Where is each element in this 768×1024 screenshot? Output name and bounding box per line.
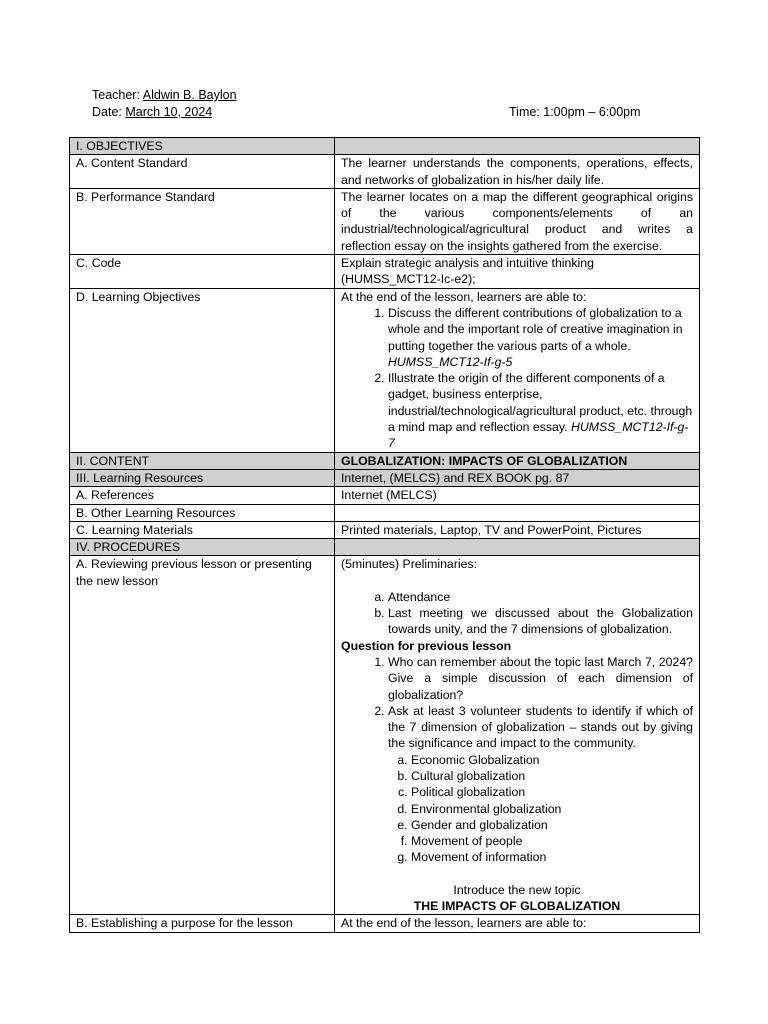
- time-value: Time: 1:00pm – 6:00pm: [509, 104, 641, 119]
- content-standard-label: A. Content Standard: [70, 155, 335, 189]
- table-row: [70, 521, 700, 538]
- references-text: Internet (MELCS): [335, 487, 700, 504]
- spacer: [341, 573, 693, 589]
- teacher-name: Aldwin B. Baylon: [142, 88, 237, 102]
- questions-list: [341, 654, 693, 866]
- table-row: [70, 155, 700, 189]
- lo-item1-text: Discuss the different contributions of globalization to a whole and the important role of creative imagination in putting together the various parts of a whole.: [388, 305, 683, 353]
- list-item: [388, 305, 693, 370]
- learning-objectives-list: [341, 305, 693, 452]
- list-item: b. Cultural globalization: [411, 768, 693, 784]
- list-item: a. Attendance: [388, 589, 693, 605]
- date-label: Date:: [92, 104, 122, 119]
- preliminaries-list: [341, 589, 693, 638]
- learning-resources-label: III. Learning Resources: [70, 469, 335, 486]
- performance-standard-label: B. Performance Standard: [70, 188, 335, 254]
- performance-standard-text: The learner locates on a map the different geographical origins of the various components/elements of an industrial/technological/agricultural product and writes a reflection essay on the insights gathered from the exercise.: [335, 188, 700, 254]
- table-row: [70, 504, 700, 521]
- table-row: [70, 539, 700, 556]
- question-heading: Question for previous lesson: [341, 638, 512, 653]
- section-procedures-empty: [335, 539, 700, 556]
- learning-materials-text: Printed materials, Laptop, TV and PowerPoint, Pictures: [335, 521, 700, 538]
- reviewing-label: A. Reviewing previous lesson or presenting the new lesson: [70, 556, 335, 915]
- learning-objectives-intro: At the end of the lesson, learners are able to:: [341, 289, 587, 304]
- dimensions-list: [388, 752, 693, 866]
- other-resources-empty: [335, 504, 700, 521]
- question-2-text: 2. Ask at least 3 volunteer students to identify if which of the 7 dimension of globalization – stands out by giving the significance and impact to the community.: [388, 703, 693, 751]
- list-item: f. Movement of people: [411, 833, 693, 849]
- list-item: 1. Who can remember about the topic last March 7, 2024? Give a simple discussion of each dimension of globalization?: [388, 654, 693, 703]
- content-standard-text: The learner understands the components, operations, effects, and networks of globalization in his/her daily life.: [335, 155, 700, 189]
- preliminaries-text: (5minutes) Preliminaries:: [341, 557, 477, 572]
- list-item: g. Movement of information: [411, 849, 693, 865]
- learning-objectives-cell: [335, 288, 700, 452]
- purpose-text: At the end of the lesson, learners are able to:: [335, 915, 700, 932]
- code-label: C. Code: [70, 255, 335, 289]
- list-item: d. Environmental globalization: [411, 801, 693, 817]
- new-topic-title: THE IMPACTS OF GLOBALIZATION: [413, 899, 621, 914]
- table-row: [70, 469, 700, 486]
- spacer: [341, 866, 693, 882]
- list-item: b. Last meeting we discussed about the Globalization towards unity, and the 7 dimensions of globalization.: [388, 605, 693, 638]
- lo-item1-code: HUMSS_MCT12-If-g-5: [388, 354, 513, 369]
- learning-materials-label: C. Learning Materials: [70, 521, 335, 538]
- list-item: c. Political globalization: [411, 784, 693, 800]
- reviewing-cell: [335, 556, 700, 915]
- table-row: [70, 255, 700, 289]
- list-item: e. Gender and globalization: [411, 817, 693, 833]
- references-label: A. References: [70, 487, 335, 504]
- other-resources-label: B. Other Learning Resources: [70, 504, 335, 521]
- list-item: a. Economic Globalization: [411, 752, 693, 768]
- teacher-label: Teacher:: [92, 88, 140, 102]
- table-row: [70, 138, 700, 155]
- list-item: [388, 703, 693, 866]
- purpose-label: B. Establishing a purpose for the lesson: [70, 915, 335, 932]
- table-row: [70, 452, 700, 469]
- lo-item2-code: HUMSS_MCT12-If-g-7: [388, 420, 689, 451]
- learning-resources-text: Internet, (MELCS) and REX BOOK pg. 87: [335, 469, 700, 486]
- section-content-text: GLOBALIZATION: IMPACTS OF GLOBALIZATION: [335, 452, 700, 469]
- introduce-text: Introduce the new topic: [453, 882, 581, 897]
- learning-objectives-label: D. Learning Objectives: [70, 288, 335, 452]
- list-item: [388, 370, 693, 451]
- table-row: [70, 915, 700, 932]
- table-row: [70, 288, 700, 452]
- section-content-label: II. CONTENT: [70, 452, 335, 469]
- table-row: [70, 487, 700, 504]
- code-text: Explain strategic analysis and intuitive thinking (HUMSS_MCT12-Ic-e2);: [335, 255, 700, 289]
- lesson-header: [92, 87, 652, 120]
- section-procedures: IV. PROCEDURES: [70, 539, 335, 556]
- date-value: March 10, 2024: [125, 104, 213, 119]
- section-objectives: I. OBJECTIVES: [70, 138, 335, 155]
- table-row: [70, 188, 700, 254]
- lo-item2-text: Illustrate the origin of the different components of a gadget, business enterprise, industrial/technological/agricultural product, etc. through a mind map and reflection essay.: [388, 371, 693, 435]
- table-row: [70, 556, 700, 915]
- section-objectives-empty: [335, 138, 700, 155]
- lesson-plan-table: [69, 137, 700, 933]
